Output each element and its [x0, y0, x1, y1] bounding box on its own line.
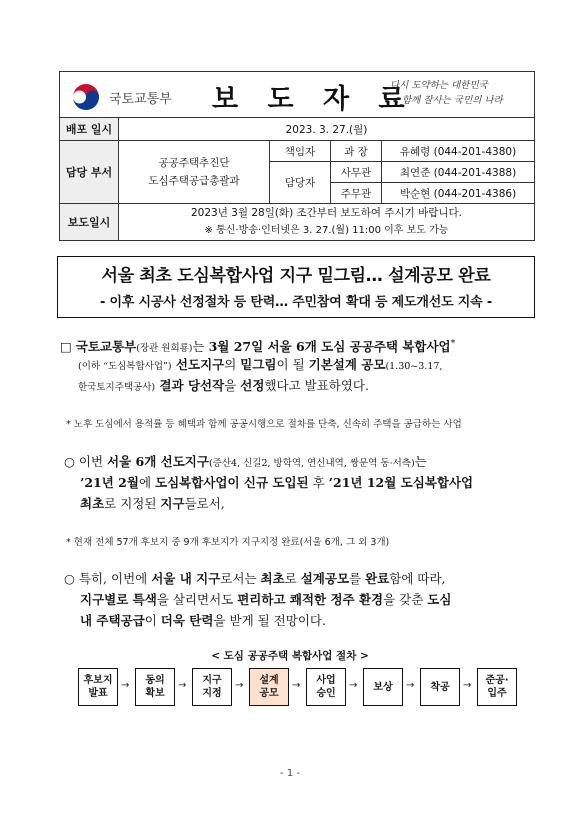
process-step — [420, 668, 460, 706]
bold-text: 밑그림 — [240, 357, 277, 372]
ministry-ref: 국토교통부 — [75, 339, 137, 355]
ministry-name: 국토교통부 — [109, 92, 172, 107]
process-step-label — [145, 674, 164, 700]
contact-info-table — [59, 117, 535, 241]
bold-text: 도심 — [427, 592, 452, 607]
distribution-date: 2023. 3. 27.(월) — [119, 118, 535, 141]
process-step-label — [316, 674, 335, 700]
bold-text: ’21년 2월 — [80, 475, 139, 490]
bold-text: 완료 — [365, 571, 390, 586]
period-note: (1.30~3.17, — [385, 361, 443, 372]
footnote-1: * 노후 도심에서 용적률 등 혜택과 함께 공공시행으로 절차를 단축, 신속히 주택을 공급하는 사업 — [66, 419, 462, 430]
process-step-line1: 동의 — [145, 675, 165, 686]
paragraph-3-line3 — [80, 611, 326, 631]
circle-bullet: ○ — [64, 454, 75, 469]
footnote-mark: * — [450, 338, 456, 349]
responsible-title: 과 장 — [331, 141, 382, 162]
staff1-title: 사무관 — [331, 162, 382, 183]
process-step — [78, 668, 118, 706]
process-step-line1: 보상 — [373, 681, 393, 693]
process-step-label — [202, 674, 221, 700]
responsible-contact: 유혜령 (044-201-4380) — [382, 141, 535, 162]
text: 로 지정된 — [104, 496, 161, 511]
staff1-contact: 최연준 (044-201-4388) — [382, 162, 535, 183]
process-step-line2: 발표 — [88, 688, 108, 699]
process-step-label — [373, 681, 392, 694]
bold-text: 선정 — [240, 378, 265, 393]
right-arrow-icon: → — [463, 680, 472, 691]
process-step-line1: 설계 — [259, 675, 279, 686]
process-step — [477, 668, 517, 706]
process-step — [306, 668, 346, 706]
staff2-contact: 박순현 (044-201-4386) — [382, 183, 535, 204]
text: 는 — [192, 339, 209, 355]
bold-text: 선도지구 — [171, 357, 225, 372]
bold-text: 기본설계 공모 — [308, 357, 386, 372]
slogan-line2: 함께 잘사는 국민의 나라 — [402, 95, 503, 106]
process-step-line2: 입주 — [487, 688, 507, 699]
department-name-2: 도심주택공급총괄과 — [148, 175, 240, 187]
bold-text: ’21년 12월 도심복합사업 — [328, 475, 474, 490]
paragraph-2-line2 — [80, 473, 473, 493]
process-step-line2: 지정 — [202, 688, 222, 699]
department-label: 담당 부서 — [60, 141, 119, 204]
bold-text: 서울 내 지구 — [151, 571, 221, 586]
bold-text: 지구별로 특색 — [80, 592, 157, 607]
text: 들로서, — [184, 496, 225, 511]
text: 에 — [138, 475, 156, 490]
right-arrow-icon: → — [349, 680, 358, 691]
paragraph-3-line2 — [80, 590, 451, 610]
right-arrow-icon: → — [121, 680, 130, 691]
staff2-title: 주무관 — [331, 183, 382, 204]
text: 로서는 — [220, 571, 261, 586]
department-names — [119, 141, 270, 204]
release-info — [119, 204, 535, 241]
text: 이 될 — [276, 357, 309, 372]
paragraph-3-line1 — [64, 569, 446, 589]
district-list: (증산4, 신길2, 방학역, 연신내역, 쌍문역 동·서측) — [208, 458, 415, 469]
process-step-label — [485, 674, 508, 700]
right-arrow-icon: → — [406, 680, 415, 691]
text: 함에 따라, — [389, 571, 446, 586]
process-step-label — [84, 674, 113, 700]
text: 이번 — [78, 454, 108, 469]
bold-text: 설계공모 — [300, 571, 350, 586]
process-step-line2: 승인 — [316, 688, 336, 699]
slogan-line1: 다시 도약하는 대한민국 — [390, 80, 488, 91]
lh-note: 한국토지주택공사) — [78, 382, 156, 393]
bold-text: 편리하고 쾌적한 정주 환경 — [237, 592, 384, 607]
process-step-label — [430, 681, 449, 694]
process-step — [249, 668, 289, 706]
government-slogan — [390, 78, 520, 108]
release-line1: 2023년 3월 28일(화) 조간부터 보도하여 주시기 바랍니다. — [190, 207, 463, 219]
right-arrow-icon: → — [235, 680, 244, 691]
paragraph-1-line2 — [78, 355, 442, 377]
process-step-line1: 준공· — [485, 675, 509, 686]
responsible-label: 책임자 — [270, 141, 331, 162]
main-headline: 서울 최초 도심복합사업 지구 밑그림… 설계공모 완료 — [101, 266, 491, 286]
square-bullet: □ — [60, 339, 72, 355]
process-step-line1: 지구 — [202, 675, 222, 686]
abbr-note: (이하 “도심복합사업”) — [78, 361, 172, 372]
text: 로 — [284, 571, 301, 586]
text: 이 — [144, 613, 161, 628]
text: 특히, 이번에 — [78, 571, 152, 586]
text: 을 갖춘 — [383, 592, 428, 607]
government-emblem-icon — [69, 80, 103, 114]
bold-text: 결과 당선작 — [155, 378, 225, 393]
process-step-line2: 공모 — [259, 688, 279, 699]
staff-label: 담당자 — [270, 162, 331, 204]
process-step — [135, 668, 175, 706]
text: 는 — [414, 454, 427, 469]
text: 의 — [224, 357, 241, 372]
process-title: < 도심 공공주택 복합사업 절차 > — [211, 650, 369, 662]
release-label: 보도일시 — [60, 204, 119, 241]
bold-text: 더욱 탄력 — [160, 613, 214, 628]
bold-text: 최초 — [80, 496, 105, 511]
sub-headline: - 이후 시공사 선정절차 등 탄력… 주민참여 확대 등 제도개선도 지속 - — [99, 295, 493, 310]
text: 을 받게 될 전망이다. — [213, 613, 326, 628]
process-step-line2: 확보 — [145, 688, 165, 699]
bold-text: 최초 — [260, 571, 285, 586]
text: 을 — [224, 378, 241, 393]
paragraph-1-line3 — [78, 376, 369, 398]
process-step — [363, 668, 403, 706]
text: 후 — [308, 475, 329, 490]
bold-text: 도심복합사업이 신규 도입된 — [155, 475, 309, 490]
bold-text: 3월 27일 서울 6개 도심 공공주택 복합사업 — [208, 339, 451, 355]
process-step-line1: 착공 — [430, 681, 450, 693]
minister-note: (장관 원희룡) — [136, 343, 193, 355]
headline-box — [57, 256, 535, 318]
distribution-label: 배포 일시 — [60, 118, 119, 141]
process-step-line1: 후보지 — [83, 675, 113, 686]
page-number: - 1 - — [280, 768, 300, 779]
process-step — [192, 668, 232, 706]
paragraph-2-line1 — [64, 452, 427, 474]
text: 했다고 발표하였다. — [264, 378, 369, 393]
bold-text: 지구 — [160, 496, 185, 511]
release-line2: ※ 통신·방송·인터넷은 3. 27.(월) 11:00 이후 보도 가능 — [204, 225, 449, 236]
bold-text: 서울 6개 선도지구 — [107, 454, 209, 469]
bold-text: 내 주택공급 — [80, 613, 145, 628]
right-arrow-icon: → — [178, 680, 187, 691]
press-release-title: 보 도 자 료 — [212, 84, 415, 115]
paragraph-2-line3 — [80, 494, 225, 514]
right-arrow-icon: → — [292, 680, 301, 691]
process-step-line1: 사업 — [316, 675, 336, 686]
text: 을 살리면서도 — [156, 592, 238, 607]
process-step-label — [259, 674, 278, 700]
text: 를 — [349, 571, 366, 586]
circle-bullet: ○ — [64, 571, 75, 586]
footnote-2: * 현재 전체 57개 후보지 중 9개 후보지가 지구지정 완료(서울 6개, 그 외 3개) — [66, 537, 390, 548]
department-name-1: 공공주택추진단 — [158, 157, 230, 169]
